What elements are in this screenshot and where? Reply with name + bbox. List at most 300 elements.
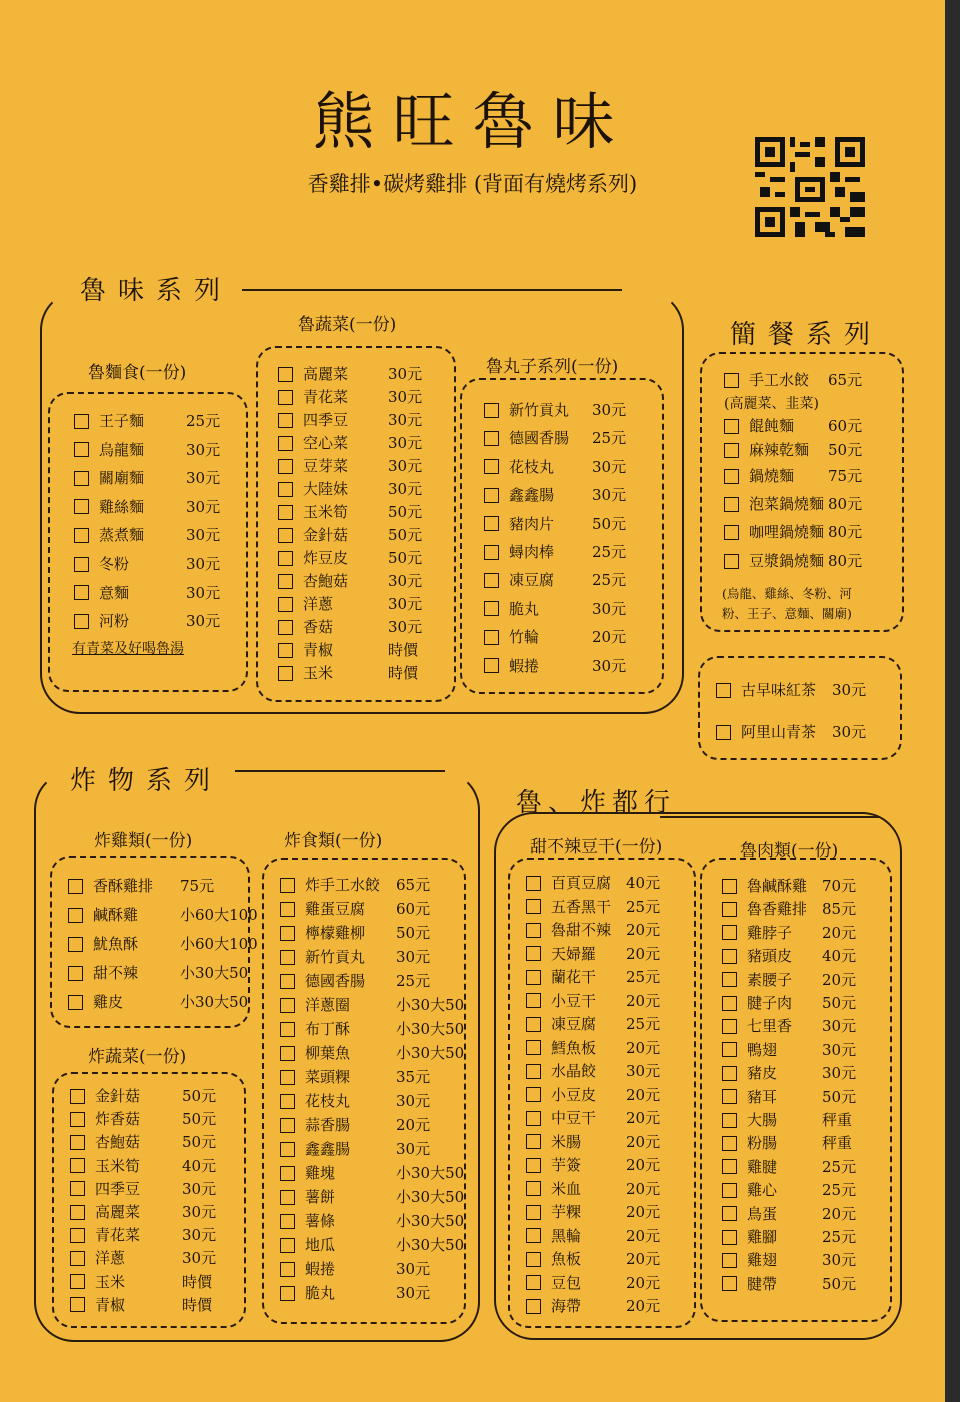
item-name: 蒸煮麵 [99, 526, 145, 545]
checkbox-icon[interactable] [526, 899, 541, 914]
item-price: 30元 [186, 440, 221, 459]
item-name: 脆丸 [509, 599, 540, 618]
item-name: 大陸妹 [303, 480, 349, 498]
item-name: 洋蔥 [95, 1249, 126, 1268]
item-price: 30元 [388, 572, 423, 590]
lushucai-item [278, 571, 423, 591]
item-price: 25元 [592, 543, 627, 561]
zhashi-item [280, 1115, 431, 1135]
zhashi-item [280, 1067, 431, 1087]
shop-title: 熊旺魯味 [312, 85, 633, 158]
checkbox-icon[interactable] [278, 666, 293, 681]
item-name: 玉米 [303, 664, 334, 682]
item-price: 65元 [828, 371, 863, 389]
lushucai-item [278, 617, 423, 637]
item-price: 30元 [182, 1203, 217, 1221]
checkbox-icon[interactable] [484, 403, 499, 418]
jiancan-item [724, 416, 863, 436]
checkbox-icon[interactable] [722, 1276, 737, 1291]
checkbox-icon[interactable] [724, 554, 739, 569]
checkbox-icon[interactable] [526, 1040, 541, 1055]
checkbox-icon[interactable] [722, 1019, 737, 1034]
checkbox-icon[interactable] [484, 431, 499, 446]
checkbox-icon[interactable] [722, 1206, 737, 1221]
checkbox-icon[interactable] [526, 1134, 541, 1149]
item-name: 雞腱 [747, 1157, 778, 1176]
item-price: 60元 [828, 417, 863, 435]
rou-item [722, 923, 857, 943]
zhaji-item [68, 876, 215, 896]
checkbox-icon[interactable] [280, 1046, 295, 1061]
lushucai-item [278, 433, 423, 453]
zhashucai-item [70, 1272, 213, 1292]
item-price: 80元 [828, 552, 863, 570]
checkbox-icon[interactable] [278, 574, 293, 589]
item-name: 鹹酥雞 [93, 906, 139, 924]
item-price: 40元 [626, 874, 661, 892]
item-name: 粉腸 [747, 1134, 778, 1153]
item-name: 雞蛋豆腐 [305, 900, 366, 918]
checkbox-icon[interactable] [724, 373, 739, 388]
item-name: 小豆皮 [551, 1085, 597, 1104]
item-name: 古早味紅茶 [741, 681, 817, 699]
zhaji-item [68, 934, 258, 954]
item-price: 50元 [822, 1087, 857, 1106]
item-price: 30元 [186, 497, 221, 516]
item-name: 芋簽 [551, 1156, 582, 1174]
checkbox-icon[interactable] [484, 488, 499, 503]
rou-title: 魯肉類(一份) [740, 841, 839, 861]
checkbox-icon[interactable] [484, 573, 499, 588]
zhashucai-item [70, 1109, 217, 1129]
item-price: 小30大50 [396, 996, 465, 1014]
item-name: 竹輪 [509, 628, 540, 647]
item-price: 20元 [592, 628, 627, 647]
rou-item [722, 993, 857, 1013]
lushucai-item [278, 594, 423, 614]
item-name: 百頁豆腐 [551, 874, 612, 892]
item-price: 30元 [182, 1226, 217, 1245]
item-price: 30元 [832, 681, 867, 699]
tianbula-item [526, 1132, 661, 1152]
tianbula-item [526, 1155, 661, 1175]
item-price: 30元 [388, 365, 423, 383]
checkbox-icon[interactable] [70, 1274, 85, 1289]
checkbox-icon[interactable] [280, 1190, 295, 1205]
item-price: 25元 [186, 412, 221, 430]
checkbox-icon[interactable] [526, 1228, 541, 1243]
luwanzi-item [484, 599, 627, 619]
zhashi-item [280, 1163, 465, 1183]
section-luzha-title: 魯、炸都行 [516, 788, 677, 818]
checkbox-icon[interactable] [722, 879, 737, 894]
checkbox-icon[interactable] [722, 1253, 737, 1268]
item-name: 阿里山青茶 [741, 723, 817, 741]
checkbox-icon[interactable] [74, 499, 89, 514]
checkbox-icon[interactable] [278, 367, 293, 382]
checkbox-icon[interactable] [484, 601, 499, 616]
item-name: 炸手工水餃 [305, 876, 381, 894]
item-price: 秤重 [822, 1134, 853, 1153]
checkbox-icon[interactable] [722, 1136, 737, 1151]
item-name: 豬肉片 [509, 514, 555, 533]
item-price: 50元 [182, 1133, 217, 1152]
checkbox-icon[interactable] [280, 1166, 295, 1181]
item-price: 30元 [396, 1284, 431, 1302]
checkbox-icon[interactable] [74, 585, 89, 600]
zhashucai-title: 炸蔬菜(一份) [88, 1047, 187, 1067]
item-name: 芋粿 [551, 1203, 582, 1221]
item-price: 25元 [822, 1157, 857, 1176]
checkbox-icon[interactable] [278, 390, 293, 405]
item-price: 30元 [388, 457, 423, 475]
checkbox-icon[interactable] [526, 1158, 541, 1173]
item-name: 金針菇 [95, 1087, 141, 1105]
lumian-item [74, 611, 221, 631]
item-name: 四季豆 [303, 411, 349, 429]
checkbox-icon[interactable] [484, 630, 499, 645]
item-price: 小60大100 [180, 906, 258, 924]
tianbula-item [526, 967, 661, 987]
background-edge [945, 0, 960, 1402]
item-name: 大腸 [747, 1111, 778, 1129]
checkbox-icon[interactable] [722, 1230, 737, 1245]
checkbox-icon[interactable] [280, 974, 295, 989]
checkbox-icon[interactable] [722, 1113, 737, 1128]
item-price: 小30大50 [396, 1164, 465, 1182]
item-price: 小30大50 [180, 993, 249, 1011]
item-price: 30元 [388, 618, 423, 636]
item-price: 25元 [822, 1181, 857, 1200]
lumian-item [74, 440, 221, 460]
item-price: 小30大50 [396, 1236, 465, 1254]
item-price: 30元 [186, 526, 221, 545]
item-name: 空心菜 [303, 434, 349, 452]
checkbox-icon[interactable] [278, 459, 293, 474]
item-name: 蒜香腸 [305, 1116, 351, 1134]
item-name: 魯鹹酥雞 [747, 877, 808, 895]
checkbox-icon[interactable] [280, 1118, 295, 1133]
zhashi-item [280, 971, 431, 991]
checkbox-icon[interactable] [278, 597, 293, 612]
luwanzi-item [484, 428, 627, 448]
item-name: 米腸 [551, 1132, 582, 1151]
checkbox-icon[interactable] [278, 551, 293, 566]
item-name: 鴨翅 [747, 1040, 778, 1059]
item-name: 薯條 [305, 1212, 336, 1230]
checkbox-icon[interactable] [74, 414, 89, 429]
checkbox-icon[interactable] [526, 1275, 541, 1290]
checkbox-icon[interactable] [722, 925, 737, 940]
tianbula-item [526, 991, 661, 1011]
checkbox-icon[interactable] [74, 614, 89, 629]
item-price: 20元 [822, 1204, 857, 1223]
item-price: 時價 [182, 1295, 213, 1314]
item-name: 腱子肉 [747, 994, 793, 1012]
checkbox-icon[interactable] [280, 950, 295, 965]
lushucai-item [278, 410, 423, 430]
tianbula-item [526, 944, 661, 964]
checkbox-icon[interactable] [526, 970, 541, 985]
zhashucai-item [70, 1132, 217, 1152]
checkbox-icon[interactable] [526, 1205, 541, 1220]
item-price: 30元 [832, 723, 867, 741]
checkbox-icon[interactable] [280, 926, 295, 941]
shop-subtitle: 香雞排•碳烤雞排 (背面有燒烤系列) [307, 172, 638, 196]
luwanzi-item [484, 457, 627, 477]
checkbox-icon[interactable] [484, 459, 499, 474]
checkbox-icon[interactable] [280, 1094, 295, 1109]
checkbox-icon[interactable] [280, 1286, 295, 1301]
item-name: 海帶 [551, 1297, 582, 1315]
noodle-note-1: (烏龍、雞絲、冬粉、河 [722, 586, 852, 601]
item-price: 50元 [182, 1110, 217, 1129]
item-price: 25元 [592, 571, 627, 590]
item-price: 50元 [388, 549, 423, 567]
checkbox-icon[interactable] [70, 1205, 85, 1220]
tianbula-item [526, 1014, 661, 1034]
item-price: 50元 [388, 503, 423, 521]
checkbox-icon[interactable] [280, 1022, 295, 1037]
zhashi-item [280, 1187, 465, 1207]
zhashucai-item [70, 1086, 217, 1106]
item-price: 20元 [626, 1085, 661, 1104]
item-name: 豆包 [551, 1273, 582, 1292]
tianbula-item [526, 1179, 661, 1199]
checkbox-icon[interactable] [280, 902, 295, 917]
checkbox-icon[interactable] [722, 1066, 737, 1081]
item-price: 80元 [828, 495, 863, 513]
item-name: 高麗菜 [303, 365, 349, 383]
item-name: 青椒 [303, 641, 334, 659]
item-name: 冬粉 [99, 555, 130, 573]
item-price: 30元 [186, 612, 221, 631]
rou-item [722, 1227, 857, 1247]
item-price: 30元 [592, 599, 627, 618]
lushucai-item [278, 663, 419, 683]
zhashi-item [280, 1283, 431, 1303]
item-name: 青花菜 [95, 1226, 141, 1245]
lushucai-item [278, 387, 423, 407]
item-name: 意麵 [99, 583, 130, 602]
checkbox-icon[interactable] [526, 946, 541, 961]
item-price: 25元 [396, 972, 431, 990]
checkbox-icon[interactable] [526, 1087, 541, 1102]
item-name: 薯餅 [305, 1188, 336, 1206]
checkbox-icon[interactable] [484, 658, 499, 673]
item-name: 河粉 [99, 612, 130, 631]
luwanzi-item [484, 627, 627, 647]
item-price: 20元 [822, 923, 857, 942]
luwanzi-item [484, 485, 627, 505]
checkbox-icon[interactable] [68, 995, 83, 1010]
checkbox-icon[interactable] [70, 1251, 85, 1266]
item-price: 20元 [396, 1116, 431, 1134]
item-name: 雞皮 [93, 993, 124, 1011]
item-price: 30元 [822, 1017, 857, 1036]
item-price: 30元 [186, 469, 221, 488]
item-price: 25元 [592, 429, 627, 448]
checkbox-icon[interactable] [724, 525, 739, 540]
item-price: 75元 [180, 877, 215, 895]
checkbox-icon[interactable] [724, 443, 739, 458]
checkbox-icon[interactable] [722, 996, 737, 1011]
item-price: 20元 [626, 1297, 661, 1315]
checkbox-icon[interactable] [280, 998, 295, 1013]
item-name: 麻辣乾麵 [749, 441, 810, 459]
item-name: 鑫鑫腸 [305, 1140, 351, 1158]
checkbox-icon[interactable] [74, 528, 89, 543]
item-price: 20元 [626, 1250, 661, 1268]
item-name: 雞腳 [747, 1228, 778, 1246]
luwanzi-item [484, 542, 627, 562]
item-price: 30元 [388, 411, 423, 429]
tianbula-item [526, 1108, 661, 1128]
checkbox-icon[interactable] [722, 972, 737, 987]
item-price: 小60大100 [180, 935, 258, 953]
checkbox-icon[interactable] [526, 1181, 541, 1196]
checkbox-icon[interactable] [74, 442, 89, 457]
item-name: 德國香腸 [509, 429, 570, 448]
item-price: 40元 [182, 1156, 217, 1175]
checkbox-icon[interactable] [526, 993, 541, 1008]
checkbox-icon[interactable] [278, 413, 293, 428]
rou-item [722, 1250, 857, 1270]
checkbox-icon[interactable] [280, 1238, 295, 1253]
item-price: 60元 [396, 900, 431, 918]
checkbox-icon[interactable] [70, 1181, 85, 1196]
checkbox-icon[interactable] [70, 1112, 85, 1127]
lumian-title: 魯麵食(一份) [88, 363, 187, 383]
checkbox-icon[interactable] [68, 966, 83, 981]
zhashi-item [280, 947, 431, 967]
checkbox-icon[interactable] [68, 879, 83, 894]
item-price: 時價 [388, 641, 419, 659]
checkbox-icon[interactable] [278, 528, 293, 543]
checkbox-icon[interactable] [278, 505, 293, 520]
checkbox-icon[interactable] [716, 683, 731, 698]
item-name: 脆丸 [305, 1284, 336, 1302]
item-price: 30元 [822, 1064, 857, 1083]
item-price: 30元 [592, 401, 627, 419]
tianbula-item [526, 897, 661, 917]
checkbox-icon[interactable] [280, 1142, 295, 1157]
checkbox-icon[interactable] [526, 876, 541, 891]
item-price: 50元 [182, 1087, 217, 1105]
checkbox-icon[interactable] [278, 482, 293, 497]
tianbula-item [526, 1273, 661, 1293]
checkbox-icon[interactable] [70, 1228, 85, 1243]
item-name: 蝦捲 [305, 1260, 336, 1278]
checkbox-icon[interactable] [722, 1159, 737, 1174]
checkbox-icon[interactable] [722, 1089, 737, 1104]
item-price: 25元 [626, 1015, 661, 1033]
checkbox-icon[interactable] [526, 1111, 541, 1126]
checkbox-icon[interactable] [526, 1064, 541, 1079]
lumian-note: 有青菜及好喝魯湯 [72, 641, 184, 657]
checkbox-icon[interactable] [526, 1252, 541, 1267]
luwanzi-item [484, 514, 627, 534]
checkbox-icon[interactable] [722, 949, 737, 964]
checkbox-icon[interactable] [280, 1070, 295, 1085]
lumian-item [74, 497, 221, 517]
checkbox-icon[interactable] [484, 516, 499, 531]
luwanzi-item [484, 570, 627, 590]
item-name: 杏鮑菇 [95, 1133, 141, 1152]
checkbox-icon[interactable] [278, 643, 293, 658]
checkbox-icon[interactable] [278, 436, 293, 451]
rou-item [722, 1180, 857, 1200]
checkbox-icon[interactable] [526, 1299, 541, 1314]
checkbox-icon[interactable] [724, 497, 739, 512]
checkbox-icon[interactable] [724, 469, 739, 484]
lushucai-item [278, 456, 423, 476]
zhashucai-item [70, 1179, 217, 1199]
item-name: 雞翅 [747, 1251, 778, 1270]
checkbox-icon[interactable] [484, 545, 499, 560]
checkbox-icon[interactable] [526, 1017, 541, 1032]
checkbox-icon[interactable] [280, 1262, 295, 1277]
lumian-item [74, 468, 221, 488]
rou-item [722, 1063, 857, 1083]
item-name: 鑫鑫腸 [509, 486, 555, 505]
checkbox-icon[interactable] [68, 937, 83, 952]
item-price: 20元 [626, 1109, 661, 1127]
checkbox-icon[interactable] [722, 1183, 737, 1198]
checkbox-icon[interactable] [280, 1214, 295, 1229]
dumpling-note: (高麗菜、韭菜) [724, 396, 819, 412]
checkbox-icon[interactable] [70, 1135, 85, 1150]
luwanzi-item [484, 656, 627, 676]
zhaji-item [68, 992, 249, 1012]
item-name: 米血 [551, 1179, 582, 1198]
zhashi-item [280, 875, 431, 895]
checkbox-icon[interactable] [278, 620, 293, 635]
item-price: 小30大50 [396, 1212, 465, 1230]
checkbox-icon[interactable] [722, 902, 737, 917]
item-price: 75元 [828, 467, 863, 485]
rou-item [722, 876, 857, 896]
checkbox-icon[interactable] [70, 1158, 85, 1173]
zhashi-item [280, 1211, 465, 1231]
checkbox-icon[interactable] [716, 725, 731, 740]
item-name: 蘭花干 [551, 968, 597, 986]
item-name: 王子麵 [99, 412, 145, 430]
item-price: 35元 [396, 1068, 431, 1086]
checkbox-icon[interactable] [74, 557, 89, 572]
checkbox-icon[interactable] [74, 471, 89, 486]
item-price: 50元 [592, 514, 627, 533]
item-name: 新竹貢丸 [509, 401, 570, 419]
tianbula-item [526, 1202, 661, 1222]
jiancan-item [724, 551, 863, 571]
checkbox-icon[interactable] [70, 1297, 85, 1312]
item-price: 20元 [626, 1273, 661, 1292]
zhashi-item [280, 1091, 431, 1111]
checkbox-icon[interactable] [724, 419, 739, 434]
item-name: 洋蔥圈 [305, 996, 351, 1014]
item-price: 20元 [626, 1156, 661, 1174]
tianbula-item [526, 1249, 661, 1269]
checkbox-icon[interactable] [68, 908, 83, 923]
checkbox-icon[interactable] [526, 923, 541, 938]
item-name: 腱帶 [747, 1274, 778, 1293]
item-name: 菜頭粿 [305, 1068, 351, 1086]
checkbox-icon[interactable] [722, 1042, 737, 1057]
checkbox-icon[interactable] [70, 1089, 85, 1104]
item-name: 檸檬雞柳 [305, 924, 366, 942]
checkbox-icon[interactable] [280, 878, 295, 893]
